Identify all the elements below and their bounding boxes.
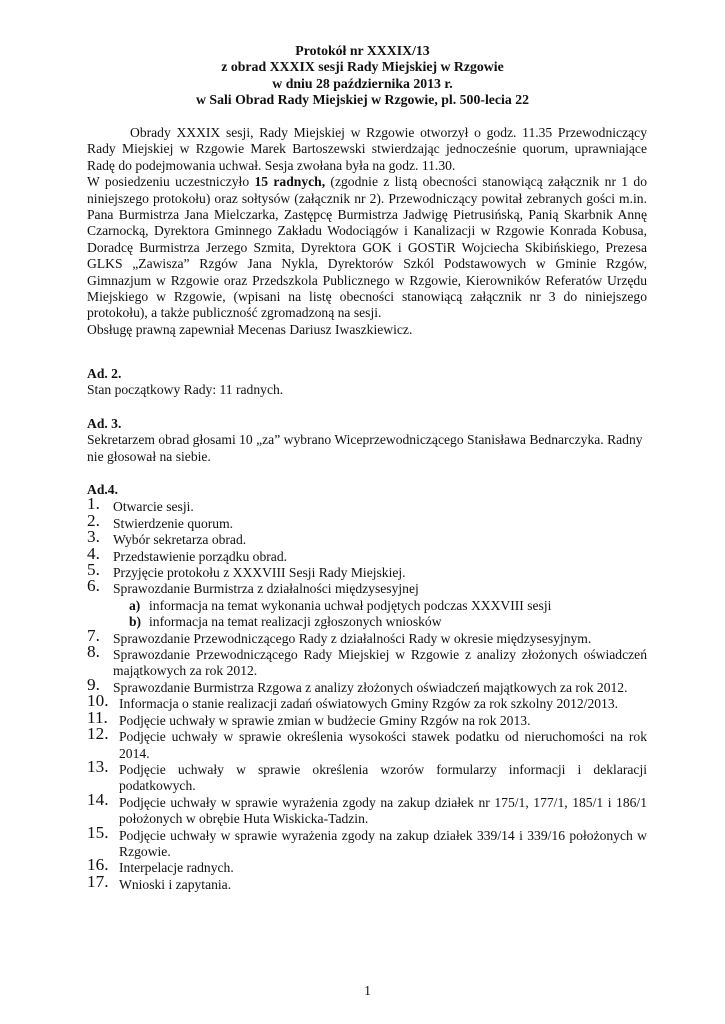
- agenda-text: Podjęcie uchwały w sprawie określenia wzorów formularzy informacji i deklaracji podatkowych.: [119, 761, 647, 794]
- agenda-item: [87, 756, 647, 795]
- agenda-text: Otwarcie sesji.: [113, 499, 194, 515]
- ad4-section: [87, 482, 647, 893]
- agenda-item: [87, 510, 647, 532]
- agenda-number: 16.: [87, 855, 109, 875]
- subitem-text: informacja na temat realizacji zgłoszonych wniosków: [149, 614, 442, 630]
- agenda-number: 17.: [87, 871, 109, 891]
- agenda-text: Podjęcie uchwały w sprawie wyrażenia zgody na zakup działek 339/14 i 339/16 położonych w Rzgowie.: [119, 827, 647, 859]
- agenda-item: [87, 691, 647, 712]
- agenda-number: 4.: [87, 543, 100, 563]
- agenda-item: [87, 560, 647, 581]
- agenda-item: [87, 674, 647, 696]
- intro-section: [87, 125, 647, 338]
- agenda-number: 10.: [87, 691, 109, 711]
- ad4-heading: Ad.4.: [87, 482, 118, 497]
- legal-service-paragraph: Obsługę prawną zapewniał Mecenas Dariusz Iwaszkiewicz.: [87, 321, 413, 337]
- agenda-item: [87, 871, 647, 893]
- session-title: z obrad XXXIX sesji Rady Miejskiej w Rzgowie: [221, 59, 504, 75]
- session-date: w dniu 28 października 2013 r.: [272, 75, 453, 91]
- ad2-heading: Ad. 2.: [87, 366, 122, 381]
- agenda-text: Sprawozdanie Burmistrza z działalności międzysesyjnej: [113, 581, 419, 597]
- ad3-section: [87, 416, 647, 465]
- agenda-number: 7.: [87, 625, 100, 645]
- agenda-sublist: [113, 598, 647, 631]
- agenda-number: 5.: [87, 560, 100, 580]
- subitem-text: informacja na temat wykonania uchwał podjętych podczas XXXVIII sesji: [149, 597, 552, 613]
- agenda-text: Przyjęcie protokołu z XXXVIII Sesji Rady Miejskiej.: [113, 565, 406, 581]
- agenda-text: Interpelacje radnych.: [119, 860, 234, 876]
- agenda-number: 3.: [87, 527, 100, 547]
- agenda-item: [87, 543, 647, 565]
- subitem-letter: a): [129, 597, 141, 613]
- agenda-number: 8.: [87, 642, 100, 662]
- attendance-text-rest: (zgodnie z listą obecności stanowiącą załącznik nr 1 do niniejszego protokołu) oraz sołtysów (załącznik nr 2). Przewodniczący powitał zebranych gości m.in. Pana Burmistrza Jana Mielczarka, Zastępcę Burmistrza Jadwigę Pietrusińską, Panią Skarbnik Annę Czarnocką, Dyrektora Gminnego Zakładu Wodociągów i Kanalizacji w Rzgowie Konrada Kobusa, Doradcę Burmistrza Jerzego Szmita, Dyrektora GOK i GOSTiR Wojciecha Skibińskiego, Prezesa GLKS „Zawisza” Rzgów Jana Nykla, Dyrektorów Szkól Podstawowych w Gminie Rzgów, Gimnazjum w Rzgowie oraz Przedszkola Publicznego w Rzgowie, Kierowników Referatów Urzędu Miejskiego w Rzgowie, (wpisani na listę obecności stanowiącą załącznik nr 3 do niniejszego protokołu), a także publiczność zgromadzoną na sesji.: [87, 174, 648, 321]
- agenda-text: Informacja o stanie realizacji zadań oświatowych Gminy Rzgów za rok szkolny 2012/2013.: [119, 696, 619, 712]
- agenda-text: Sprawozdanie Przewodniczącego Rady z działalności Rady w okresie międzysesyjnym.: [113, 630, 592, 646]
- agenda-text: Sprawozdanie Przewodniczącego Rady Miejskiej w Rzgowie z analizy złożonych oświadczeń majątkowych za rok 2012.: [113, 647, 647, 679]
- subitem-letter: b): [129, 614, 142, 630]
- attendance-paragraph: [87, 174, 647, 322]
- attendance-text-start: W posiedzeniu uczestniczyło: [87, 174, 255, 190]
- agenda-item: [87, 642, 647, 680]
- agenda-text: Podjęcie uchwały w sprawie wyrażenia zgody na zakup działek nr 175/1, 177/1, 185/1 i 186/1 położonych w obrębie Huta Wiskicka-Tadzin.: [119, 794, 647, 827]
- session-location: w Sali Obrad Rady Miejskiej w Rzgowie, pl. 500-lecia 22: [195, 92, 530, 108]
- agenda-item: [87, 707, 647, 729]
- attendance-count: 15 radnych,: [254, 174, 326, 190]
- agenda-text: Podjęcie uchwały w sprawie określenia wysokości stawek podatku od nieruchomości na rok 2014.: [119, 729, 647, 761]
- agenda-item: [87, 494, 647, 515]
- agenda-subitem: [129, 598, 647, 614]
- agenda-item: [87, 789, 647, 828]
- protocol-title: Protokół nr XXXIX/13: [295, 43, 430, 58]
- agenda-item: [87, 855, 647, 876]
- agenda-text: Wybór sekretarza obrad.: [113, 532, 247, 548]
- ad2-text: Stan początkowy Rady: 11 radnych.: [87, 382, 284, 398]
- agenda-number: 2.: [87, 510, 100, 530]
- page-number: 1: [364, 983, 371, 998]
- agenda-item: [87, 625, 647, 647]
- agenda-text: Stwierdzenie quorum.: [113, 515, 234, 531]
- agenda-number: 6.: [87, 576, 100, 596]
- agenda-number: 13.: [87, 756, 109, 776]
- document-header: [0, 43, 725, 109]
- agenda-item: [87, 822, 647, 861]
- agenda-text: Sprawozdanie Burmistrza Rzgowa z analizy złożonych oświadczeń majątkowych za rok 2012.: [113, 679, 628, 695]
- agenda-text: Podjęcie uchwały w sprawie zmian w budżecie Gminy Rzgów na rok 2013.: [119, 712, 531, 728]
- ad3-text: Sekretarzem obrad głosami 10 „za” wybrano Wiceprzewodniczącego Stanisława Bednarczyka. Radny nie głosował na siebie.: [87, 432, 643, 464]
- agenda-item: [87, 527, 647, 548]
- agenda-item: [87, 576, 647, 630]
- agenda-number: 12.: [87, 724, 109, 744]
- agenda-number: 15.: [87, 822, 109, 842]
- opening-paragraph: Obrady XXXIX sesji, Rady Miejskiej w Rzgowie otworzył o godz. 11.35 Przewodniczący Rady Miejskiej w Rzgowie Marek Bartoszewski stwierdzając jednocześnie quorum, uprawniające Radę do podejmowania uchwał. Sesja zwołana była na godz. 11.30.: [87, 125, 647, 173]
- agenda-subitem: [129, 614, 647, 630]
- agenda-number: 9.: [87, 674, 100, 694]
- ad2-section: [87, 366, 647, 399]
- ad3-heading: Ad. 3.: [87, 416, 122, 431]
- agenda-list: [87, 494, 647, 893]
- agenda-number: 14.: [87, 789, 109, 809]
- agenda-number: 11.: [87, 707, 108, 727]
- agenda-text: Wnioski i zapytania.: [119, 876, 232, 892]
- agenda-text: Przedstawienie porządku obrad.: [113, 548, 288, 564]
- agenda-number: 1.: [87, 494, 100, 514]
- agenda-item: [87, 724, 647, 762]
